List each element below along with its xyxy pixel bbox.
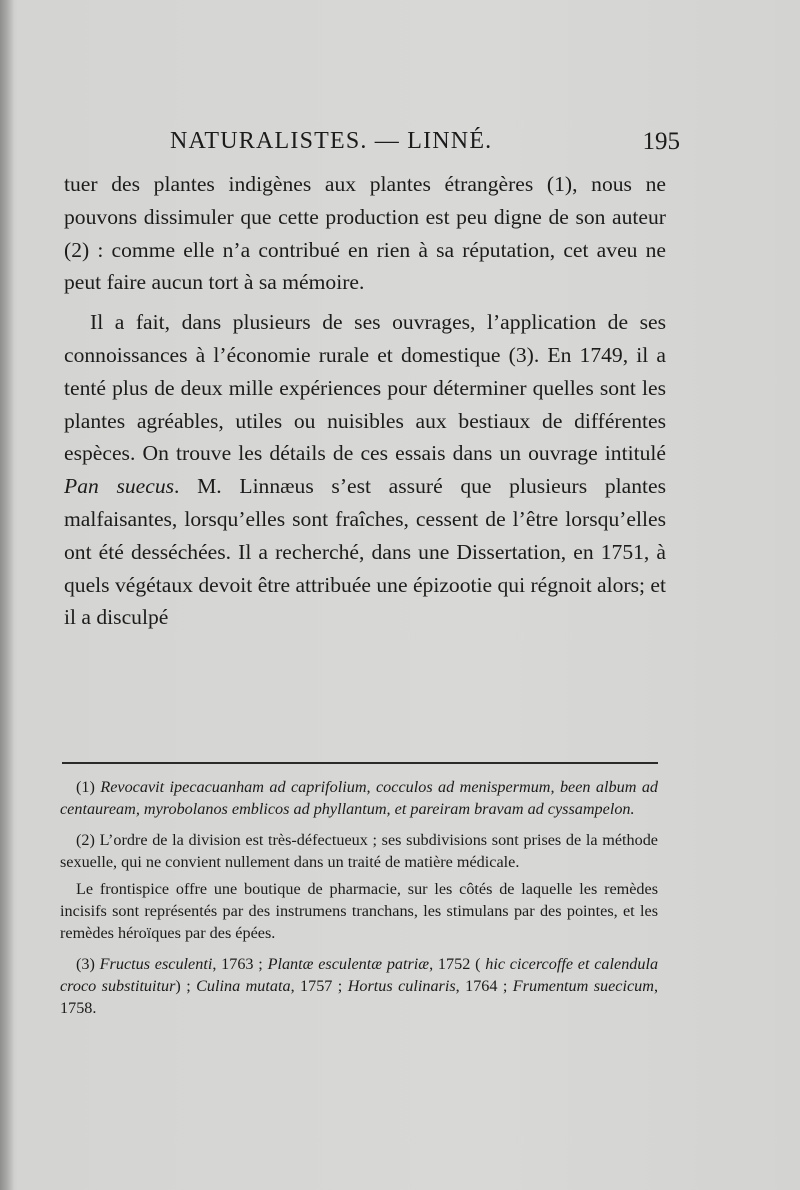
footnote-1 xyxy=(60,776,658,820)
paragraph-1: tuer des plantes indigènes aux plantes étrangères (1), nous ne pouvons dissimuler que cette production est peu digne de son auteur (2) : comme elle n’a contribué en rien à sa réputation, cet aveu ne peut faire aucun tort à sa mémoire. xyxy=(64,172,666,295)
footnote-3-sep-5: , 1764 ; xyxy=(455,977,508,995)
paragraph-2-part-a: Il a fait, dans plusieurs de ses ouvrages, l’application de ses connoissances à l’économie rurale et domestique (3). En 1749, il a tenté plus de deux mille expériences pour déterminer quelles sont les plantes agréables, utiles ou nuisibles aux bestiaux de différentes espèces. On trouve les détails de ces essais dans un ouvrage intitulé xyxy=(64,310,666,466)
paragraph-2-part-b: . M. Linnæus s’est assuré que plusieurs plantes malfaisantes, lorsqu’elles sont fraîches, cessent de l’être lorsqu’elles ont été desséchées. Il a recherché, dans une Dissertation, en 1751, à quels végétaux devoit être attribuée une épizootie qui régnoit alors; et il a disculpé xyxy=(64,474,667,630)
footnote-2 xyxy=(60,829,658,873)
body-text xyxy=(64,168,666,634)
footnote-3-sep-1: , 1763 ; xyxy=(212,955,263,973)
footnote-3-title-1: Fructus esculenti xyxy=(99,955,213,973)
footnote-rule xyxy=(62,762,658,764)
footnote-3-marker: (3) xyxy=(76,955,95,973)
spine-shadow xyxy=(0,0,14,1190)
footnote-3-sep-2: , 1752 ( xyxy=(429,955,481,973)
footnote-3-title-3: Culina mutata xyxy=(196,977,291,995)
footnote-3-title-2: Plantæ esculentæ patriæ xyxy=(267,955,430,973)
running-title: NATURALISTES. — LINNÉ. xyxy=(170,128,493,154)
paragraph-2-work-title: Pan suecus xyxy=(64,474,175,499)
footnote-2-marker: (2) xyxy=(76,831,95,849)
footnote-2-text: L’ordre de la division est très-défectueux ; ses subdivisions sont prises de la méthode sexuelle, qui ne convient nullement dans un traité de matière médicale. xyxy=(60,831,658,871)
footnote-3-sep-3: ) ; xyxy=(175,977,191,995)
footnotes xyxy=(60,776,658,1028)
page-number: 195 xyxy=(642,128,680,155)
footnote-3-note: hic cicercoffe et calendula croco substituitur xyxy=(60,955,659,995)
footnote-1-marker: (1) xyxy=(76,778,95,796)
footnote-2-continuation: Le frontispice offre une boutique de pharmacie, sur les côtés de laquelle les remèdes incisifs sont représentés par des instrumens tranchans, les stimulans par des pointes, et les remèdes héroïques par des épées. xyxy=(60,880,658,942)
footnote-3-sep-4: , 1757 ; xyxy=(290,977,343,995)
page-header xyxy=(170,128,680,164)
footnote-1-text: Revocavit ipecacuanham ad caprifolium, cocculos ad menispermum, been album ad centauream, myrobolanos emblicos ad phyllantum, et pareiram bravam ad cyssampelon. xyxy=(60,778,659,818)
footnote-3 xyxy=(60,953,658,1019)
footnote-3-title-5: Frumentum suecicum xyxy=(512,977,654,995)
footnote-3-sep-6: , 1758. xyxy=(60,977,659,1017)
paragraph-2 xyxy=(64,306,666,634)
footnote-3-title-4: Hortus culinaris xyxy=(347,977,456,995)
